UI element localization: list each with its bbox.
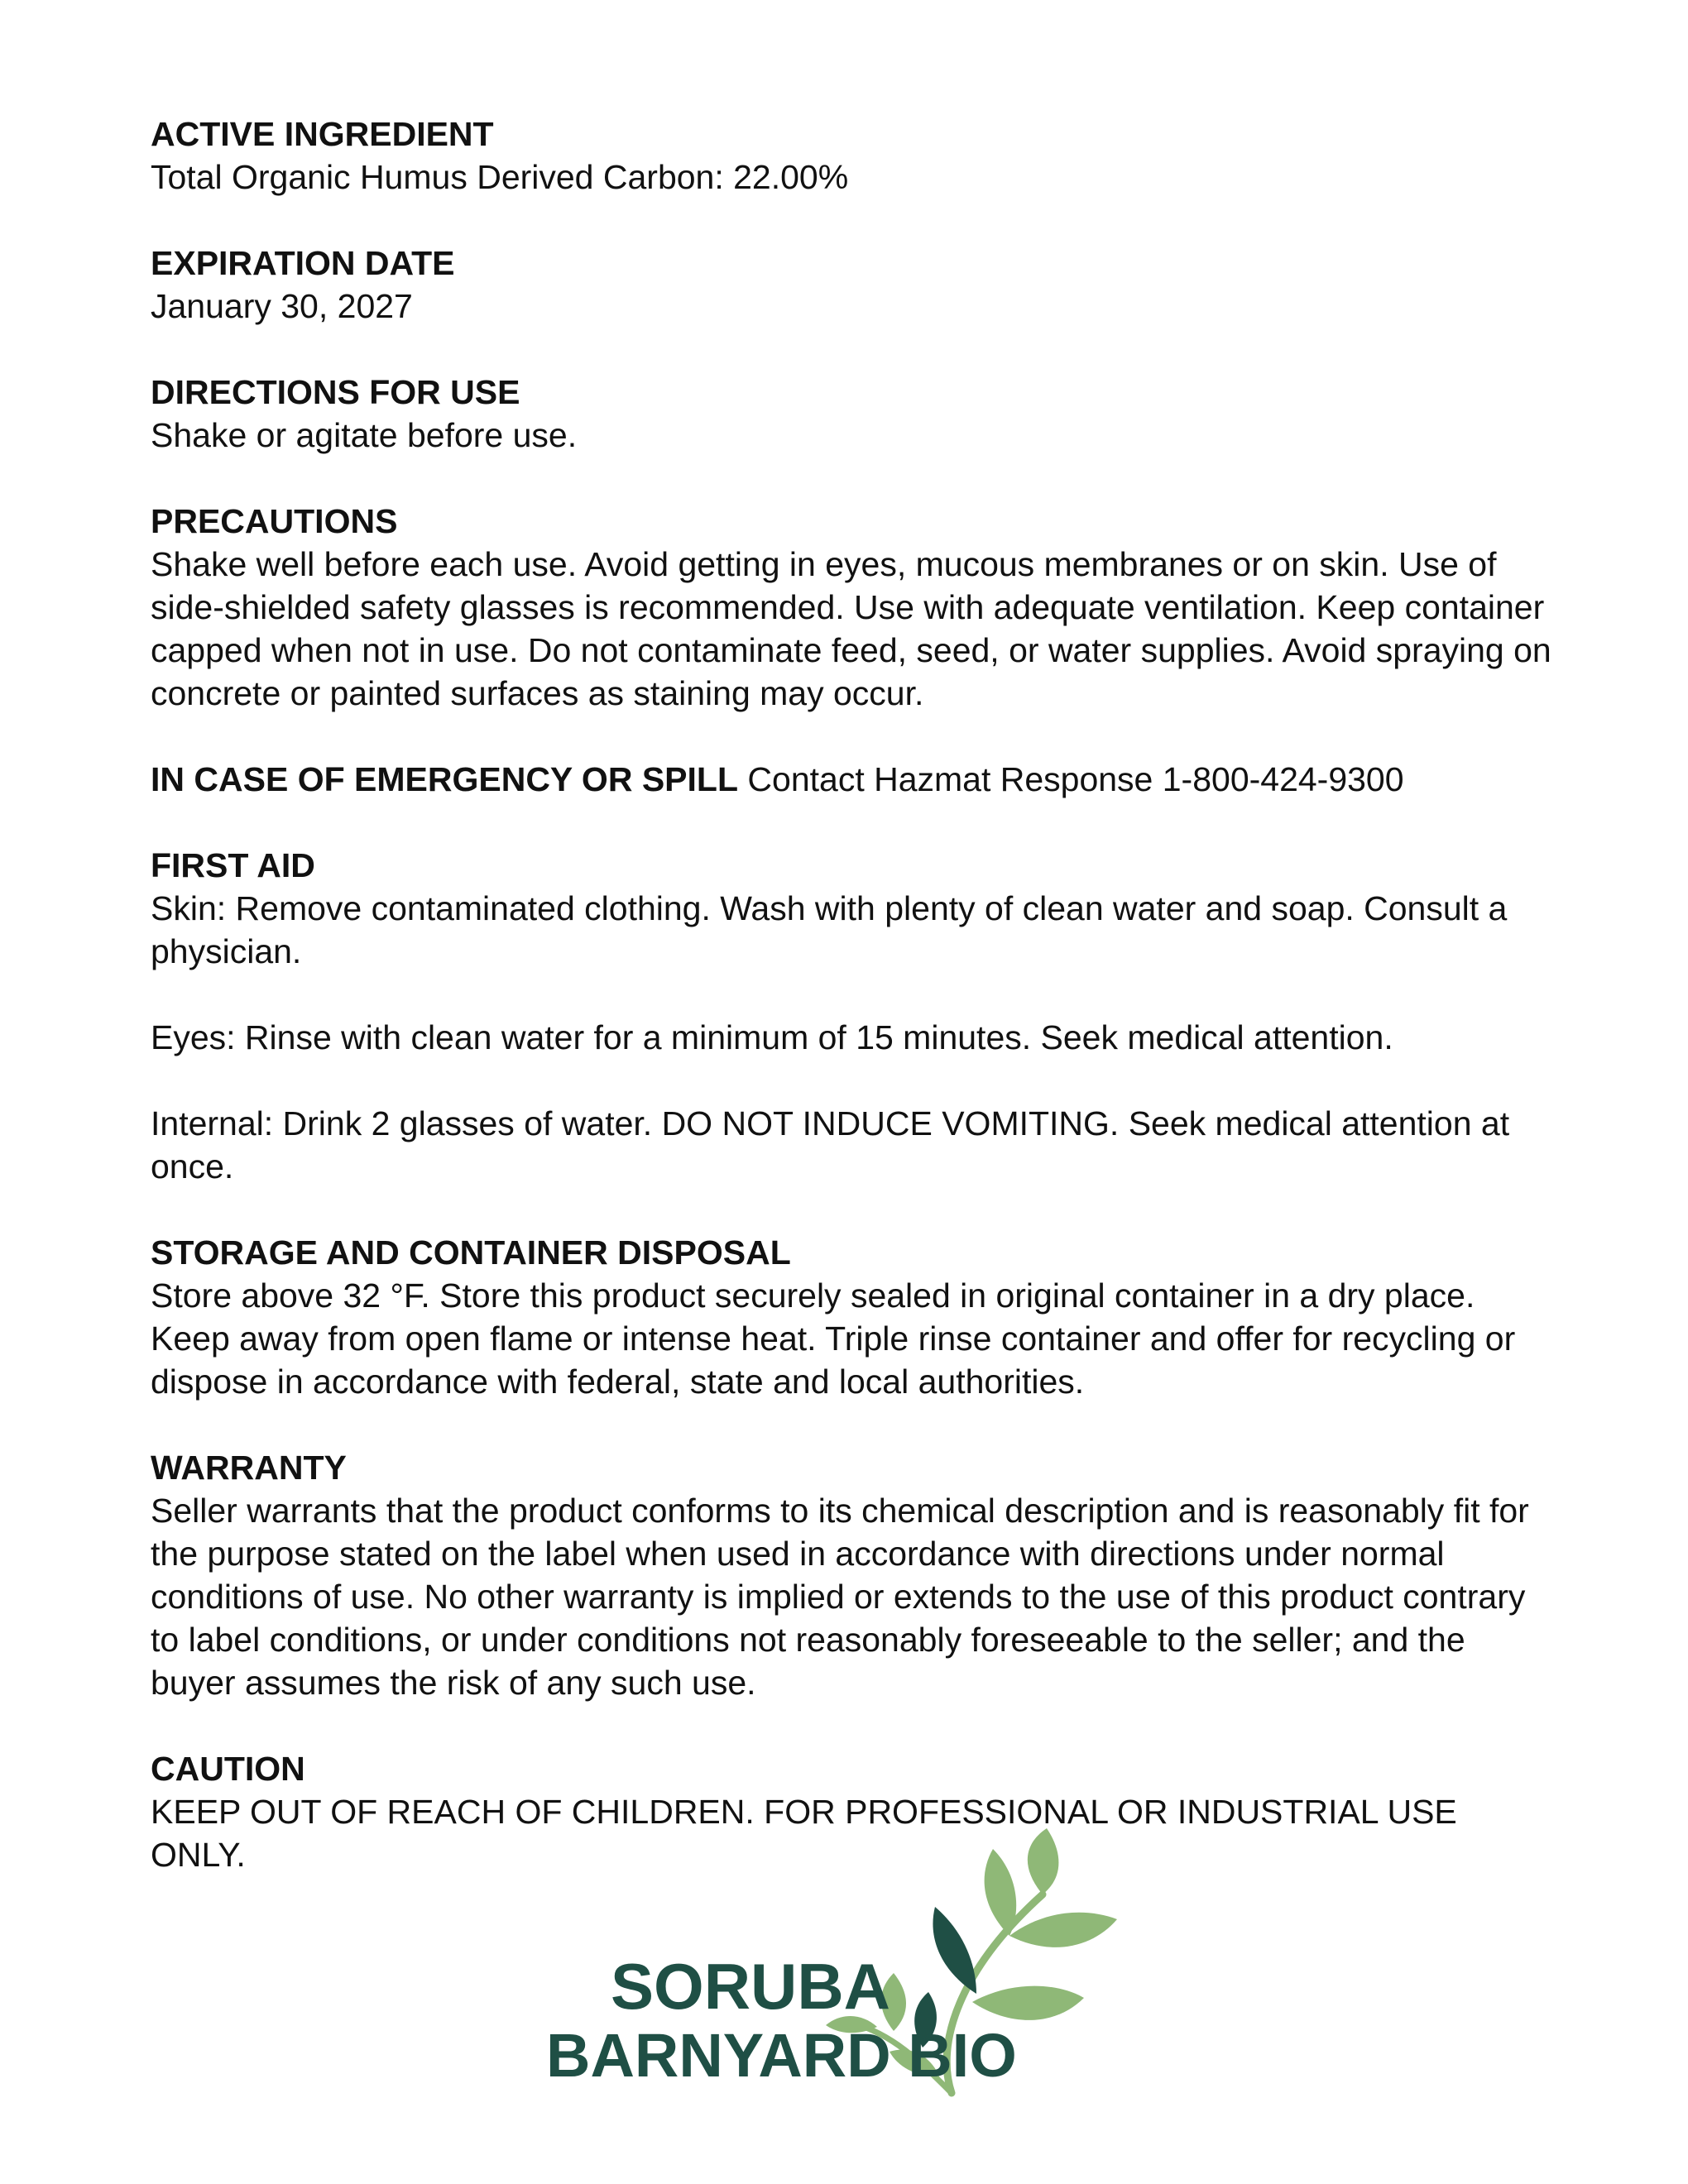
section-active-ingredient (151, 113, 1557, 199)
heading-active-ingredient: ACTIVE INGREDIENT (151, 115, 494, 153)
emergency-line (151, 758, 1557, 801)
heading-emergency: IN CASE OF EMERGENCY OR SPILL (151, 760, 738, 798)
label-document (151, 113, 1557, 1919)
text-first-aid-skin: Skin: Remove contaminated clothing. Wash with plenty of clean water and soap. Consult a physician. (151, 889, 1508, 970)
heading-precautions: PRECAUTIONS (151, 502, 398, 540)
brand-logo (546, 1828, 1142, 2101)
text-expiration-date: January 30, 2027 (151, 287, 413, 325)
text-first-aid-eyes: Eyes: Rinse with clean water for a minimum of 15 minutes. Seek medical attention. (151, 1018, 1393, 1056)
section-storage (151, 1231, 1557, 1403)
logo-text-barnyard-bio: BARNYARD BIO (546, 2021, 1017, 2090)
text-emergency: Contact Hazmat Response 1-800-424-9300 (747, 760, 1404, 798)
section-precautions (151, 500, 1557, 715)
logo-text-soruba: SORUBA (611, 1950, 891, 2023)
heading-first-aid: FIRST AID (151, 846, 315, 884)
text-first-aid-internal: Internal: Drink 2 glasses of water. DO NOT INDUCE VOMITING. Seek medical attention at once. (151, 1104, 1510, 1185)
section-directions (151, 371, 1557, 457)
heading-caution: CAUTION (151, 1750, 305, 1788)
text-storage: Store above 32 °F. Store this product securely sealed in original container in a dry place. Keep away from open flame or intense heat. Triple rinse container and offer for recycling or dispose in accordance with federal, state and local authorities. (151, 1276, 1516, 1401)
section-expiration-date (151, 242, 1557, 328)
heading-directions: DIRECTIONS FOR USE (151, 373, 520, 411)
section-emergency (151, 758, 1557, 801)
text-warranty: Seller warrants that the product conforms to its chemical description and is reasonably fit for the purpose stated on the label when used in accordance with directions under normal conditions of use. No other warranty is implied or extends to the use of this product contrary to label conditions, or under conditions not reasonably foreseeable to the seller; and the buyer assumes the risk of any such use. (151, 1492, 1529, 1702)
heading-storage: STORAGE AND CONTAINER DISPOSAL (151, 1233, 791, 1272)
text-directions: Shake or agitate before use. (151, 416, 578, 454)
logo-graphic (546, 1828, 1142, 2101)
text-caution: KEEP OUT OF REACH OF CHILDREN. FOR PROFESSIONAL OR INDUSTRIAL USE ONLY. (151, 1793, 1457, 1874)
text-active-ingredient: Total Organic Humus Derived Carbon: 22.00% (151, 158, 849, 196)
heading-expiration-date: EXPIRATION DATE (151, 244, 455, 282)
heading-warranty: WARRANTY (151, 1449, 347, 1487)
section-warranty (151, 1446, 1557, 1704)
section-first-aid (151, 844, 1557, 1188)
text-precautions: Shake well before each use. Avoid getting in eyes, mucous membranes or on skin. Use of side-shielded safety glasses is recommended. Use with adequate ventilation. Keep container capped when not in use. Do not contaminate feed, seed, or water supplies. Avoid spraying on concrete or painted surfaces as staining may occur. (151, 545, 1551, 712)
